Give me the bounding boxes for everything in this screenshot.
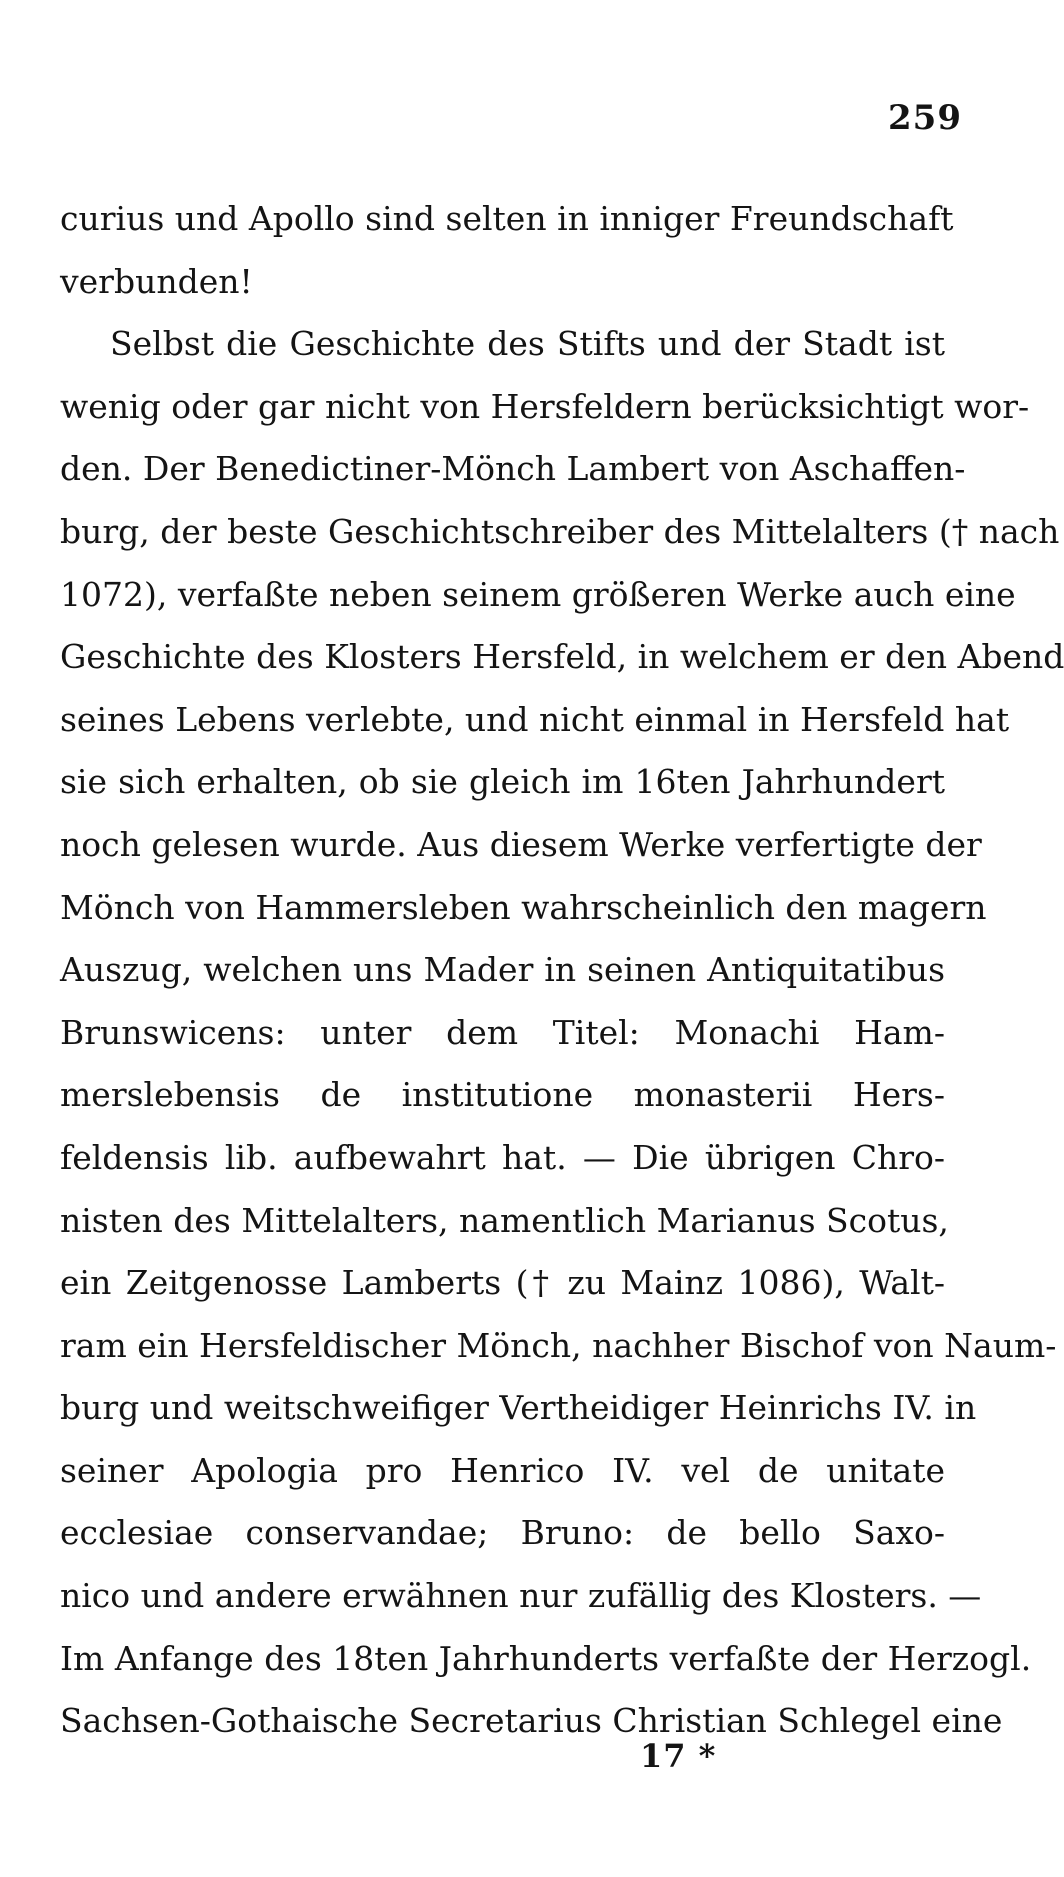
page-number: 259	[888, 98, 962, 138]
paragraph-start-line: Selbst die Geschichte des Stifts und der Stadt ist	[110, 324, 945, 364]
text-line: verbunden!	[60, 261, 253, 301]
text-line: wenig oder gar nicht von Hersfeldern berücksichtigt wor-	[60, 386, 1030, 426]
text-line: seiner Apologia pro Henrico IV. vel de unitate	[60, 1450, 945, 1490]
text-line: Im Anfange des 18ten Jahrhunderts verfaßte der Herzogl.	[60, 1638, 1032, 1678]
text-line: ecclesiae conservandae; Bruno: de bello Saxo-	[60, 1513, 945, 1553]
text-line: seines Lebens verlebte, und nicht einmal in Hersfeld hat	[60, 699, 1010, 739]
text-line: Sachsen-Gothaische Secretarius Christian Schlegel eine	[60, 1701, 1003, 1741]
signature-mark: 17 *	[640, 1737, 717, 1775]
text-line: curius und Apollo sind selten in inniger Freundschaft	[60, 199, 954, 238]
text-line: burg und weitschweifiger Vertheidiger Heinrichs IV. in	[60, 1388, 977, 1428]
body-text	[60, 188, 1064, 1753]
text-line: 1072), verfaßte neben seinem größeren Werke auch eine	[60, 574, 1016, 614]
text-line: ram ein Hersfeldischer Mönch, nachher Bischof von Naum-	[60, 1325, 1057, 1365]
text-line: noch gelesen wurde. Aus diesem Werke verfertigte der	[60, 824, 982, 864]
text-line: nico und andere erwähnen nur zufällig des Klosters. —	[60, 1576, 982, 1616]
text-line: sie sich erhalten, ob sie gleich im 16ten Jahrhundert	[60, 762, 945, 802]
text-line: burg, der beste Geschichtschreiber des Mittelalters († nach	[60, 511, 1060, 551]
text-line: Brunswicens: unter dem Titel: Monachi Ham-	[60, 1012, 945, 1052]
text-line: den. Der Benedictiner-Mönch Lambert von Aschaffen-	[60, 449, 966, 489]
text-line: merslebensis de institutione monasterii Hers-	[60, 1075, 945, 1115]
text-line: ein Zeitgenosse Lamberts († zu Mainz 1086), Walt-	[60, 1263, 945, 1303]
text-line: Mönch von Hammersleben wahrscheinlich den magern	[60, 887, 987, 927]
text-line: nisten des Mittelalters, namentlich Marianus Scotus,	[60, 1200, 949, 1240]
text-line: Auszug, welchen uns Mader in seinen Antiquitatibus	[60, 950, 945, 990]
text-line: feldensis lib. aufbewahrt hat. — Die übrigen Chro-	[60, 1137, 945, 1177]
text-line: Geschichte des Klosters Hersfeld, in welchem er den Abend	[60, 637, 1064, 677]
